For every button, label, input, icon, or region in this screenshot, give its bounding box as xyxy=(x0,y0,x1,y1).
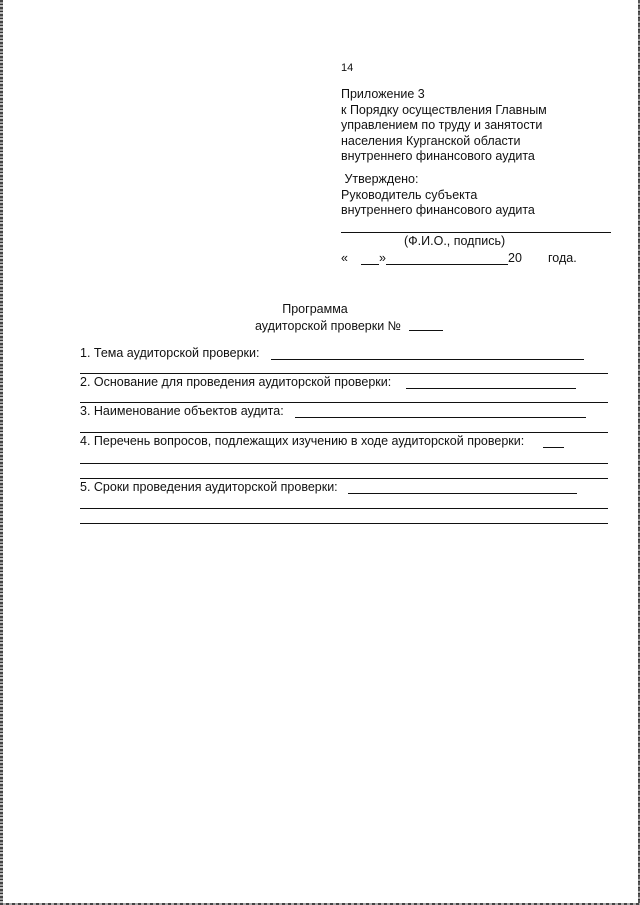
appendix-line: внутреннего финансового аудита xyxy=(341,149,535,163)
date-year-prefix: 20 xyxy=(508,251,522,265)
scan-edge-left xyxy=(0,0,3,905)
signature-line[interactable] xyxy=(341,232,611,233)
item-questions xyxy=(80,434,524,448)
item-timeline-field[interactable] xyxy=(348,480,577,494)
signature-caption: (Ф.И.О., подпись) xyxy=(404,234,506,248)
date-month-field[interactable] xyxy=(386,251,508,265)
item-timeline-extra-line[interactable] xyxy=(80,523,608,524)
item-questions-field[interactable] xyxy=(543,434,564,448)
program-title: Программа xyxy=(282,302,348,316)
appendix-line: Приложение 3 xyxy=(341,87,425,101)
approval-line: Утверждено: xyxy=(341,172,419,186)
item-topic-extra-line[interactable] xyxy=(80,373,608,374)
item-label: 5. Сроки проведения аудиторской проверки: xyxy=(80,480,338,494)
item-timeline xyxy=(80,480,338,494)
program-subtitle-text: аудиторской проверки № xyxy=(255,319,402,333)
item-questions-extra-line[interactable] xyxy=(80,463,608,464)
item-objects-extra-line[interactable] xyxy=(80,432,608,433)
item-basis xyxy=(80,375,391,389)
program-subtitle xyxy=(255,317,443,333)
approval-block xyxy=(341,172,535,219)
item-questions-extra-line[interactable] xyxy=(80,478,608,479)
item-timeline-extra-line[interactable] xyxy=(80,508,608,509)
approval-line: Руководитель субъекта xyxy=(341,187,478,202)
item-objects-field[interactable] xyxy=(295,404,586,418)
date-close-quote: » xyxy=(379,251,386,265)
date-open-quote: « xyxy=(341,251,348,265)
item-topic xyxy=(80,346,259,360)
approval-line: внутреннего финансового аудита xyxy=(341,203,535,217)
appendix-line: к Порядку осуществления Главным xyxy=(341,102,547,117)
item-basis-field[interactable] xyxy=(406,375,576,389)
item-label: 3. Наименование объектов аудита: xyxy=(80,404,284,418)
item-basis-extra-line[interactable] xyxy=(80,402,608,403)
item-label: 2. Основание для проведения аудиторской проверки: xyxy=(80,375,392,389)
item-objects xyxy=(80,404,284,418)
date-day-field[interactable] xyxy=(361,251,379,265)
page-number: 14 xyxy=(341,62,354,74)
appendix-line: населения Курганской области xyxy=(341,133,521,148)
item-label: 1. Тема аудиторской проверки: xyxy=(80,346,260,360)
program-number-field[interactable] xyxy=(409,318,443,331)
approval-date xyxy=(341,251,611,267)
appendix-line: управлением по труду и занятости xyxy=(341,118,543,132)
item-topic-field[interactable] xyxy=(271,346,584,360)
date-suffix: года. xyxy=(548,251,577,265)
appendix-block xyxy=(341,87,547,165)
item-label: 4. Перечень вопросов, подлежащих изучению в ходе аудиторской проверки: xyxy=(80,434,525,448)
